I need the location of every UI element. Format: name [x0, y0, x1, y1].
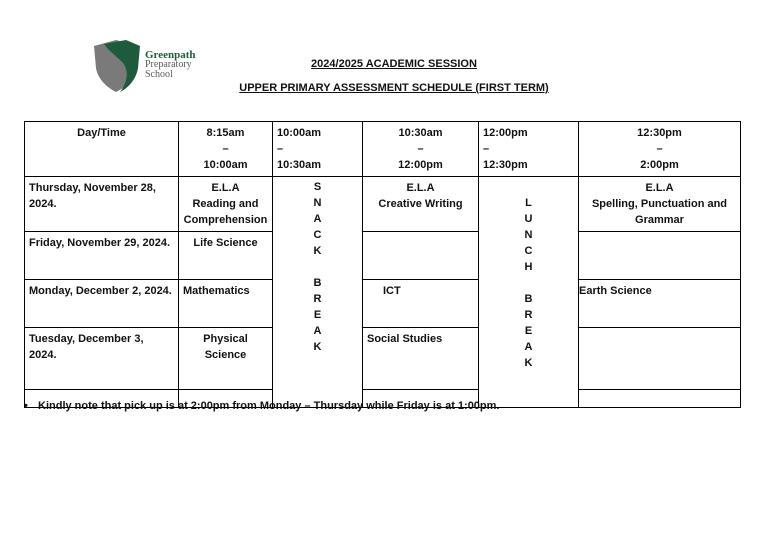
slot5-cell	[579, 280, 741, 328]
subject-line: Comprehension	[183, 214, 268, 226]
day-cell: Tuesday, December 3, 2024.	[25, 328, 179, 390]
subject-line: Grammar	[635, 214, 684, 226]
subject-line: Spelling, Punctuation and	[591, 198, 728, 210]
slot5-cell	[579, 328, 741, 390]
schedule-title: UPPER PRIMARY ASSESSMENT SCHEDULE (FIRST TERM)	[239, 82, 549, 94]
header-slot3-start: 10:30am	[398, 127, 443, 139]
snack-letter: K	[313, 245, 322, 257]
logo-line3: School	[145, 69, 173, 80]
header-slot4-start: 12:00pm	[483, 127, 528, 139]
snack-letter: N	[313, 197, 322, 209]
subject-line: Science	[204, 349, 247, 361]
subject-line: ICT	[383, 285, 401, 297]
header-slot2-start: 10:00am	[277, 127, 322, 139]
snack-letter: C	[313, 229, 322, 241]
day-cell: Monday, December 2, 2024.	[25, 280, 179, 328]
header-slot4-dash: –	[483, 143, 490, 155]
subject-line: Social Studies	[367, 333, 443, 345]
subject-line: E.L.A	[645, 182, 674, 194]
header-slot1-start: 8:15am	[206, 127, 245, 139]
subject-line: E.L.A	[211, 182, 240, 194]
snack-letter: K	[313, 341, 322, 353]
lunch-letter: L	[525, 197, 532, 209]
slot1-cell	[179, 177, 273, 232]
header-slot3-end: 12:00pm	[398, 159, 443, 171]
subject-line: Life Science	[193, 237, 258, 249]
snack-letter: A	[313, 325, 322, 337]
lunch-letter: U	[524, 213, 533, 225]
header-daytime: Day/Time	[25, 122, 179, 177]
slot1-cell	[179, 280, 273, 328]
subject-line: Creative Writing	[378, 198, 463, 210]
lunch-letter: N	[524, 229, 533, 241]
snack-letter: R	[313, 293, 322, 305]
slot3-cell	[363, 177, 479, 232]
header-slot5-start: 12:30pm	[637, 127, 682, 139]
subject-line: Earth Science	[579, 285, 652, 297]
lunch-letter: B	[524, 293, 533, 305]
slot3-cell	[363, 280, 479, 328]
snack-letter: S	[313, 181, 322, 193]
subject-line: Mathematics	[183, 285, 250, 297]
logo-line2: Preparatory	[145, 59, 192, 70]
note-text: Kindly note that pick up is at 2:00pm from Monday – Thursday while Friday is at 1:00pm.	[38, 400, 500, 412]
slot5-cell	[579, 177, 741, 232]
day-cell: Friday, November 29, 2024.	[25, 232, 179, 280]
assessment-schedule-table	[24, 121, 741, 408]
bullet-icon: •	[24, 400, 28, 412]
slot3-cell	[363, 232, 479, 280]
empty-cell	[579, 390, 741, 408]
lunch-spacer	[483, 275, 574, 291]
header-slot4-end: 12:30pm	[483, 159, 528, 171]
table-row	[25, 177, 741, 232]
subject-line: E.L.A	[406, 182, 435, 194]
lunch-letter: C	[524, 245, 533, 257]
slot5-cell	[579, 232, 741, 280]
header-slot5-end: 2:00pm	[640, 159, 679, 171]
lunch-letter: E	[524, 325, 533, 337]
header-slot1-dash: –	[222, 143, 229, 155]
header-slot5-dash: –	[656, 143, 663, 155]
pickup-note	[24, 400, 499, 412]
header-slot2-dash: –	[277, 143, 284, 155]
day-cell: Thursday, November 28, 2024.	[25, 177, 179, 232]
header-slot2-end: 10:30am	[277, 159, 322, 171]
lunch-letter: A	[524, 341, 533, 353]
logo-line1: Greenpath	[145, 49, 196, 61]
slot3-cell	[363, 328, 479, 390]
header-slot1	[179, 122, 273, 177]
header-slot3-dash: –	[417, 143, 424, 155]
snack-break-cell	[273, 177, 363, 408]
slot1-cell	[179, 328, 273, 390]
table-row	[25, 280, 741, 328]
lunch-letter: K	[524, 357, 533, 369]
header-row	[25, 122, 741, 177]
snack-letter: E	[313, 309, 322, 321]
snack-letter: A	[313, 213, 322, 225]
lunch-letter: R	[524, 309, 533, 321]
header-slot1-end: 10:00am	[203, 159, 248, 171]
header-slot3	[363, 122, 479, 177]
lunch-letter: H	[524, 261, 533, 273]
header-slot4	[479, 122, 579, 177]
subject-line: Physical	[203, 333, 248, 345]
session-title: 2024/2025 ACADEMIC SESSION	[311, 58, 477, 70]
lunch-break-cell	[479, 177, 579, 408]
header-slot5	[579, 122, 741, 177]
header-slot2	[273, 122, 363, 177]
snack-spacer	[277, 259, 358, 275]
snack-letter: B	[313, 277, 322, 289]
table-row	[25, 232, 741, 280]
subject-line: Reading and	[192, 198, 259, 210]
table-row	[25, 328, 741, 390]
slot1-cell	[179, 232, 273, 280]
